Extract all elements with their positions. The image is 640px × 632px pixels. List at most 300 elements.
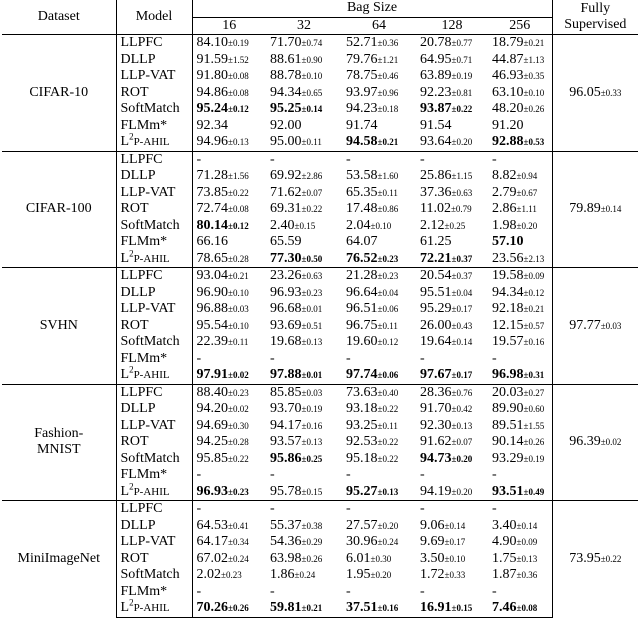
std-value: ±1.13 — [523, 54, 545, 65]
mean-value: 22.39 — [196, 334, 228, 349]
value-cell — [416, 434, 488, 451]
model-name-rest: P-AHIL — [133, 369, 170, 381]
std-value: ±0.21 — [377, 137, 399, 147]
std-value: ±0.22 — [228, 453, 249, 464]
value-cell — [488, 484, 552, 501]
value-cell — [342, 501, 416, 518]
mean-value: 16.91 — [420, 600, 452, 615]
value-cell — [488, 451, 552, 468]
mean-value: 95.18 — [346, 450, 378, 466]
std-value: ±0.22 — [377, 437, 399, 447]
bag-size-32-header: 32 — [266, 17, 342, 35]
mean-value: 94.73 — [420, 450, 452, 466]
value-cell — [266, 584, 342, 601]
header-row-1 — [2, 0, 638, 17]
value-cell — [416, 334, 488, 351]
std-value: ±0.15 — [451, 603, 473, 613]
value-cell — [416, 584, 488, 601]
std-value: ±0.28 — [228, 253, 249, 264]
mean-value: 92.00 — [270, 117, 302, 133]
std-value: ±0.23 — [221, 570, 242, 580]
value-cell — [416, 251, 488, 268]
table-row — [2, 268, 638, 285]
model-name-cell: DLLP — [120, 401, 156, 416]
std-value: ±0.02 — [228, 404, 249, 414]
std-value: ±0.20 — [451, 453, 473, 464]
value-cell — [342, 518, 416, 535]
mean-value: - — [196, 467, 202, 482]
mean-value: 97.88 — [270, 367, 302, 382]
mean-value: - — [492, 350, 497, 366]
model-name-l: L — [120, 367, 130, 382]
std-value: ±0.86 — [377, 204, 399, 214]
model-name-cell — [116, 247, 192, 268]
model-name-cell: ROT — [120, 434, 149, 449]
mean-value: 92.88 — [492, 134, 524, 149]
value-cell — [266, 285, 342, 302]
mean-value: 88.78 — [270, 68, 302, 83]
mean-value: 30.96 — [346, 534, 378, 549]
model-name-cell: DLLP — [120, 517, 156, 533]
value-cell — [488, 518, 552, 535]
model-name-cell: ROT — [120, 201, 149, 216]
value-cell — [266, 401, 342, 418]
value-cell — [488, 285, 552, 302]
std-value: ±0.33 — [444, 570, 466, 580]
value-cell — [342, 351, 416, 368]
std-value: ±0.49 — [523, 486, 545, 497]
value-cell — [192, 451, 266, 468]
std-value: ±0.30 — [370, 553, 392, 564]
std-value: ±0.12 — [228, 220, 249, 231]
mean-value: 1.72 — [420, 567, 445, 582]
mean-value: 95.24 — [196, 101, 228, 116]
std-value: ±0.23 — [228, 486, 249, 497]
std-value: ±0.09 — [516, 537, 538, 547]
mean-value: 2.02 — [196, 567, 221, 582]
table-row — [2, 35, 638, 52]
std-value: ±0.22 — [377, 453, 399, 464]
std-value: ±0.31 — [523, 370, 545, 380]
value-cell — [342, 384, 416, 401]
value-cell — [266, 484, 342, 501]
std-value: ±0.16 — [377, 603, 399, 613]
std-value: ±0.40 — [377, 387, 399, 398]
mean-value: - — [270, 583, 275, 599]
value-cell — [416, 68, 488, 85]
value-cell — [192, 168, 266, 185]
mean-value: 94.19 — [420, 483, 452, 499]
value-cell — [416, 301, 488, 318]
fully-supervised-mean: 96.05 — [569, 84, 601, 100]
std-value: ±0.36 — [516, 570, 538, 580]
mean-value: 91.62 — [420, 434, 452, 449]
std-value: ±0.11 — [377, 187, 398, 198]
model-name-cell — [116, 480, 192, 501]
std-value: ±0.10 — [228, 287, 249, 298]
value-cell — [266, 151, 342, 168]
std-value: ±0.17 — [451, 304, 473, 314]
mean-value: 95.25 — [270, 101, 302, 116]
value-cell — [488, 384, 552, 401]
value-cell — [488, 501, 552, 518]
value-cell — [488, 534, 552, 551]
results-table — [2, 0, 638, 618]
table-row — [2, 384, 638, 401]
mean-value: 91.59 — [196, 51, 228, 67]
value-cell — [342, 285, 416, 302]
value-cell — [266, 551, 342, 568]
std-value: ±0.08 — [516, 603, 538, 613]
value-cell — [266, 318, 342, 335]
mean-value: 89.90 — [492, 401, 524, 416]
value-cell — [488, 418, 552, 435]
value-cell — [416, 384, 488, 401]
mean-value: 89.51 — [492, 417, 524, 433]
std-value: ±0.14 — [301, 104, 323, 114]
std-value: ±0.29 — [301, 537, 323, 547]
std-value: ±0.01 — [301, 370, 323, 380]
value-cell — [488, 101, 552, 118]
value-cell — [266, 518, 342, 535]
value-cell — [342, 134, 416, 151]
value-cell — [416, 534, 488, 551]
value-cell — [192, 551, 266, 568]
std-value: ±0.14 — [444, 520, 466, 531]
value-cell — [266, 534, 342, 551]
value-cell — [416, 501, 488, 518]
std-value: ±0.13 — [451, 420, 473, 431]
dataset-name-cell: CIFAR-10 — [2, 35, 116, 152]
model-name-cell: FLMm* — [120, 583, 168, 599]
mean-value: 94.23 — [346, 101, 378, 116]
value-cell — [342, 467, 416, 484]
model-name-cell — [116, 364, 192, 384]
std-value: ±0.13 — [301, 337, 323, 347]
mean-value: - — [346, 151, 351, 167]
mean-value: 1.75 — [492, 550, 517, 566]
std-value: ±0.25 — [444, 220, 466, 231]
std-value: ±0.07 — [301, 187, 323, 198]
value-cell — [416, 268, 488, 285]
mean-value: 9.69 — [420, 534, 445, 549]
value-cell — [192, 52, 266, 69]
value-cell — [342, 234, 416, 251]
value-cell — [488, 351, 552, 368]
std-value: ±0.10 — [444, 553, 466, 564]
value-cell — [416, 151, 488, 168]
mean-value: - — [492, 151, 497, 167]
value-cell — [488, 35, 552, 52]
table-row — [2, 501, 638, 518]
value-cell — [192, 384, 266, 401]
value-cell — [192, 567, 266, 584]
value-cell — [342, 484, 416, 501]
mean-value: 26.00 — [420, 317, 452, 333]
value-cell — [416, 218, 488, 235]
value-cell — [266, 334, 342, 351]
mean-value: 61.25 — [420, 234, 452, 249]
value-cell — [266, 434, 342, 451]
dataset-name-line: MNIST — [36, 442, 81, 458]
model-name-cell: LLP-VAT — [120, 68, 176, 83]
std-value: ±0.90 — [301, 54, 323, 65]
model-name-rest: P-AHIL — [133, 136, 170, 148]
mean-value: - — [420, 467, 425, 482]
value-cell — [266, 384, 342, 401]
std-value: ±0.11 — [301, 137, 322, 147]
value-cell — [266, 268, 342, 285]
value-cell — [488, 218, 552, 235]
value-cell — [488, 118, 552, 135]
mean-value: 96.98 — [492, 367, 524, 382]
model-name-cell: FLMm* — [120, 234, 168, 249]
mean-value: 96.93 — [270, 284, 302, 300]
value-cell — [192, 151, 266, 168]
std-value: ±0.04 — [377, 287, 399, 298]
mean-value: 93.25 — [346, 417, 378, 433]
fully-supervised-std: ±0.03 — [600, 320, 622, 331]
model-name-cell: SoftMatch — [120, 567, 180, 582]
value-cell — [266, 134, 342, 151]
value-cell — [488, 551, 552, 568]
mean-value: 90.14 — [492, 434, 524, 449]
value-cell — [416, 551, 488, 568]
std-value: ±0.23 — [377, 271, 399, 281]
std-value: ±0.65 — [301, 87, 323, 98]
std-value: ±0.12 — [377, 337, 399, 347]
mean-value: 63.98 — [270, 550, 302, 566]
value-cell — [416, 118, 488, 135]
mean-value: 94.17 — [270, 417, 302, 433]
model-name-cell: DLLP — [120, 51, 156, 67]
model-name-cell — [116, 597, 192, 617]
mean-value: 93.64 — [420, 134, 452, 149]
mean-value: 19.68 — [270, 334, 302, 349]
value-cell — [192, 418, 266, 435]
table-row — [2, 151, 638, 168]
value-cell — [488, 201, 552, 218]
std-value: ±0.26 — [301, 553, 323, 564]
value-cell — [266, 101, 342, 118]
mean-value: 6.01 — [346, 550, 371, 566]
std-value: ±0.20 — [370, 570, 392, 580]
model-name-cell: LLPFC — [116, 35, 192, 52]
value-cell — [192, 501, 266, 518]
std-value: ±0.22 — [301, 204, 323, 214]
std-value: ±0.21 — [523, 304, 545, 314]
std-value: ±0.21 — [301, 603, 323, 613]
model-name-cell: SoftMatch — [120, 101, 180, 116]
std-value: ±0.03 — [228, 304, 249, 314]
value-cell — [192, 201, 266, 218]
model-name-cell: ROT — [120, 317, 149, 333]
value-cell — [342, 301, 416, 318]
value-cell — [192, 85, 266, 102]
mean-value: 97.91 — [196, 367, 228, 382]
mean-value: 95.54 — [196, 317, 228, 333]
std-value: ±0.12 — [228, 104, 249, 114]
mean-value: 2.86 — [492, 201, 517, 216]
std-value: ±0.15 — [294, 220, 316, 231]
value-cell — [488, 151, 552, 168]
mean-value: 71.62 — [270, 184, 302, 200]
value-cell — [192, 118, 266, 135]
value-cell — [342, 85, 416, 102]
value-cell — [416, 318, 488, 335]
mean-value: 95.51 — [420, 284, 452, 300]
mean-value: 84.10 — [196, 35, 228, 50]
value-cell — [488, 567, 552, 584]
mean-value: 4.90 — [492, 534, 517, 549]
mean-value: 93.57 — [270, 434, 302, 449]
mean-value: 2.79 — [492, 184, 517, 200]
mean-value: 2.04 — [346, 217, 371, 233]
mean-value: 64.53 — [196, 517, 228, 533]
mean-value: 37.36 — [420, 184, 452, 200]
value-cell — [192, 351, 266, 368]
value-cell — [416, 201, 488, 218]
std-value: ±2.86 — [301, 171, 323, 181]
value-cell — [342, 35, 416, 52]
mean-value: 25.86 — [420, 168, 452, 183]
mean-value: 28.36 — [420, 384, 452, 400]
std-value: ±0.06 — [377, 370, 399, 380]
std-value: ±0.22 — [377, 404, 399, 414]
fully-supervised-mean: 79.89 — [569, 201, 601, 216]
mean-value: 3.50 — [420, 550, 445, 566]
model-name-l: L — [120, 483, 130, 499]
mean-value: 80.14 — [196, 217, 228, 233]
fully-supervised-mean: 73.95 — [569, 550, 601, 566]
value-cell — [488, 52, 552, 69]
value-cell — [342, 118, 416, 135]
value-cell — [416, 168, 488, 185]
value-cell — [488, 301, 552, 318]
value-cell — [266, 418, 342, 435]
fully-supervised-header — [552, 0, 638, 35]
std-value: ±0.81 — [451, 87, 473, 98]
std-value: ±0.11 — [228, 337, 249, 347]
mean-value: 92.18 — [492, 301, 524, 316]
std-value: ±0.06 — [377, 304, 399, 314]
std-value: ±0.19 — [228, 38, 249, 48]
mean-value: 8.82 — [492, 168, 517, 183]
mean-value: 92.30 — [420, 417, 452, 433]
std-value: ±0.77 — [451, 38, 473, 48]
value-cell — [266, 251, 342, 268]
fully-supervised-cell — [552, 35, 638, 152]
fully-supervised-mean: 97.77 — [569, 317, 601, 333]
dataset-name-cell: CIFAR-100 — [2, 151, 116, 268]
fully-supervised-cell — [552, 501, 638, 618]
mean-value: 92.23 — [420, 84, 452, 100]
std-value: ±0.67 — [516, 187, 538, 198]
mean-value: 59.81 — [270, 600, 302, 615]
mean-value: 93.51 — [492, 483, 524, 499]
std-value: ±0.96 — [377, 87, 399, 98]
mean-value: 96.93 — [196, 483, 228, 499]
value-cell — [192, 534, 266, 551]
mean-value: 46.93 — [492, 68, 524, 83]
value-cell — [192, 401, 266, 418]
value-cell — [342, 451, 416, 468]
value-cell — [342, 151, 416, 168]
value-cell — [266, 467, 342, 484]
std-value: ±0.22 — [451, 104, 473, 114]
mean-value: 93.87 — [420, 101, 452, 116]
std-value: ±0.28 — [228, 437, 249, 447]
value-cell — [192, 68, 266, 85]
std-value: ±0.10 — [523, 87, 545, 98]
std-value: ±0.63 — [451, 187, 473, 198]
std-value: ±0.20 — [516, 220, 538, 231]
mean-value: - — [420, 350, 425, 366]
value-cell — [488, 367, 552, 384]
mean-value: 91.54 — [420, 117, 452, 133]
value-cell — [416, 185, 488, 202]
mean-value: 23.56 — [492, 250, 524, 266]
dataset-name-cell — [2, 384, 116, 501]
std-value: ±1.52 — [228, 54, 249, 65]
mean-value: - — [346, 501, 351, 516]
std-value: ±0.02 — [228, 370, 249, 380]
value-cell — [192, 467, 266, 484]
std-value: ±0.18 — [377, 104, 399, 114]
mean-value: - — [420, 151, 425, 167]
value-cell — [488, 334, 552, 351]
value-cell — [488, 318, 552, 335]
std-value: ±1.55 — [523, 420, 545, 431]
std-value: ±0.11 — [377, 420, 398, 431]
model-name-cell: DLLP — [120, 168, 156, 183]
std-value: ±0.12 — [523, 287, 545, 298]
std-value: ±0.10 — [228, 320, 249, 331]
model-name-superscript: 2 — [129, 480, 134, 491]
model-name-cell — [116, 131, 192, 151]
fully-supervised-cell — [552, 268, 638, 385]
mean-value: 63.89 — [420, 68, 452, 83]
value-cell — [342, 600, 416, 617]
mean-value: - — [270, 501, 275, 516]
value-cell — [192, 251, 266, 268]
std-value: ±0.19 — [451, 71, 473, 81]
mean-value: 3.40 — [492, 517, 517, 533]
value-cell — [192, 185, 266, 202]
mean-value: 11.02 — [420, 201, 451, 216]
std-value: ±0.36 — [377, 38, 399, 48]
value-cell — [192, 35, 266, 52]
mean-value: 93.69 — [270, 317, 302, 333]
value-cell — [266, 234, 342, 251]
mean-value: 88.61 — [270, 51, 302, 67]
std-value: ±0.23 — [301, 287, 323, 298]
std-value: ±0.17 — [451, 370, 473, 380]
std-value: ±0.13 — [516, 553, 538, 564]
dataset-header: Dataset — [2, 0, 116, 35]
mean-value: 1.87 — [492, 567, 517, 582]
mean-value: 57.10 — [492, 234, 524, 249]
fully-supervised-std: ±0.02 — [600, 437, 622, 447]
mean-value: - — [196, 583, 202, 599]
std-value: ±0.16 — [301, 420, 323, 431]
value-cell — [192, 101, 266, 118]
std-value: ±0.46 — [377, 71, 399, 81]
mean-value: 94.96 — [196, 134, 228, 149]
mean-value: 21.28 — [346, 268, 378, 283]
model-name-l: L — [120, 134, 130, 149]
std-value: ±2.13 — [523, 253, 545, 264]
